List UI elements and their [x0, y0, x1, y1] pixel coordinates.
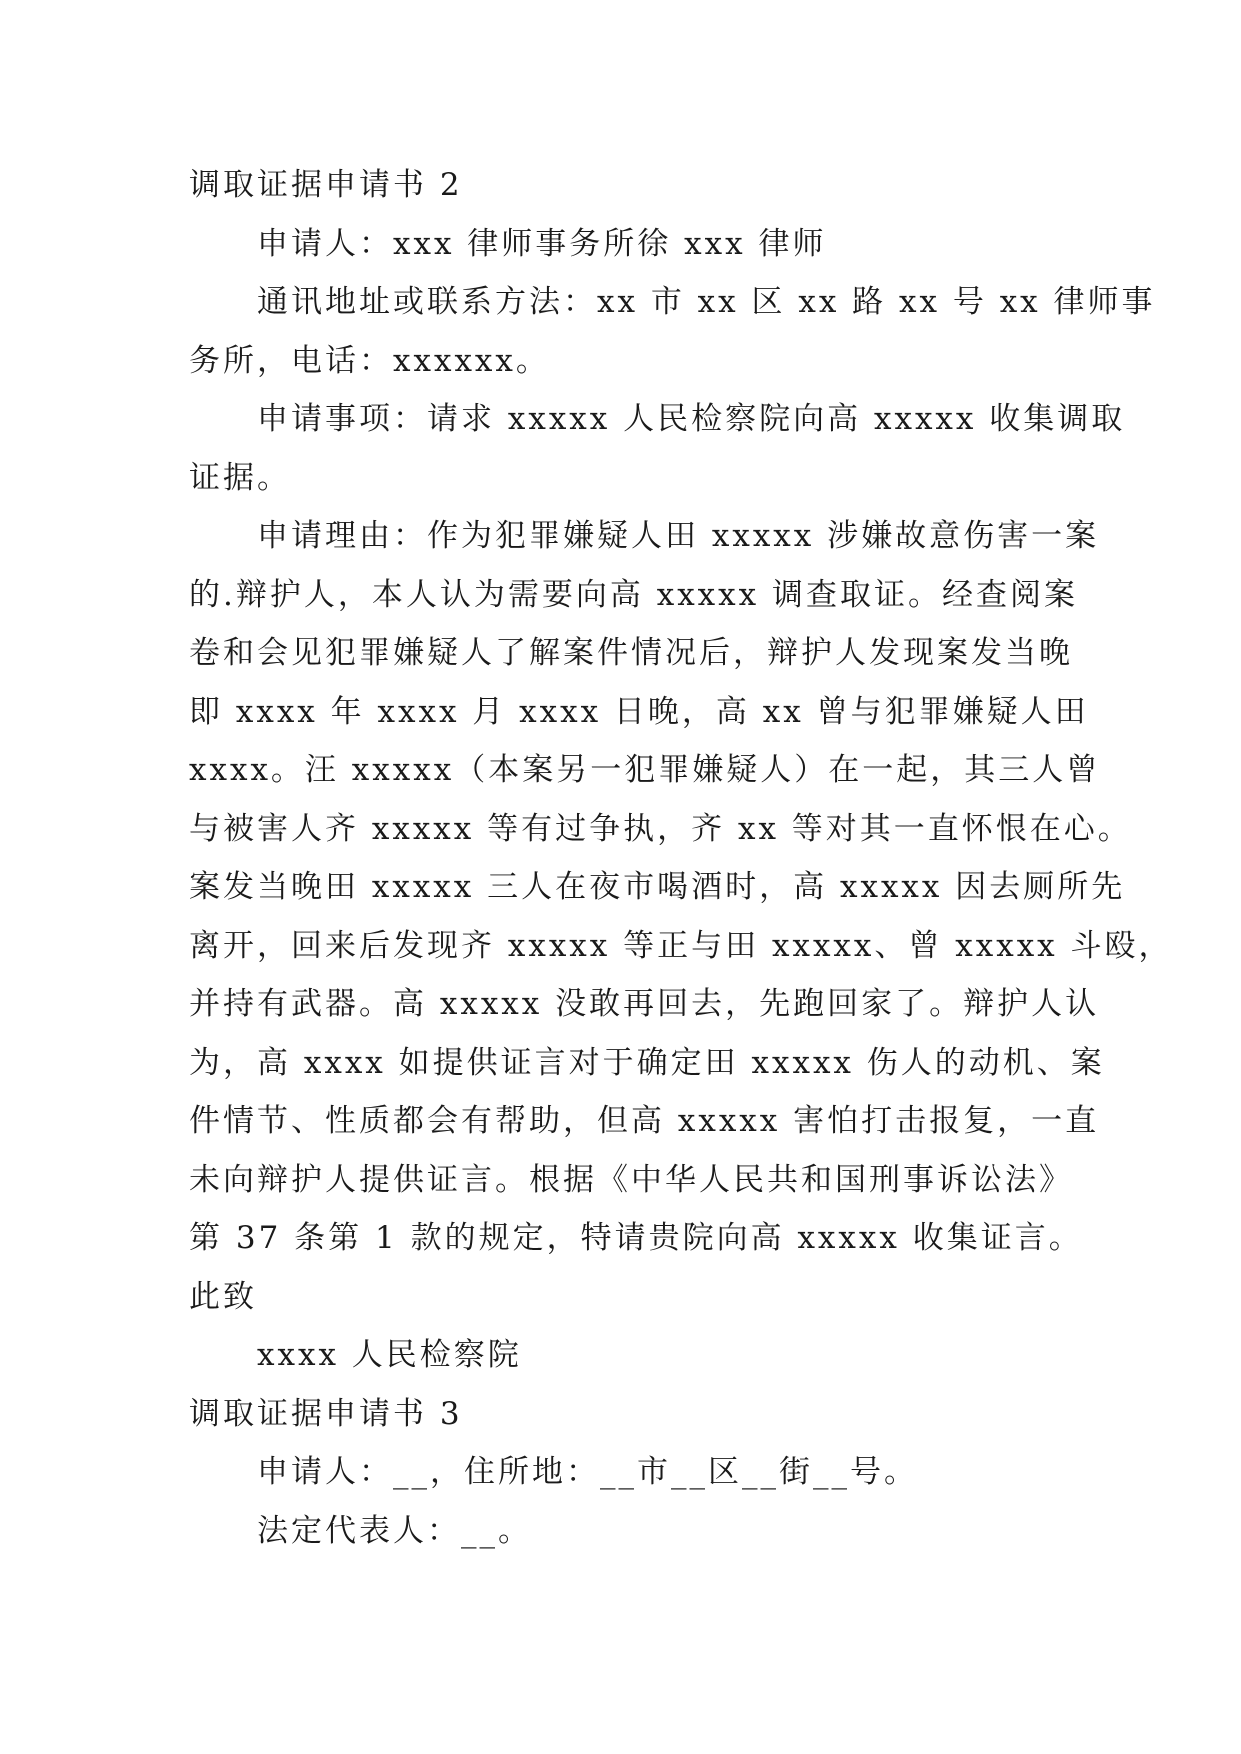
reason-line: 与被害人齐 xxxxx 等有过争执，齐 xx 等对其一直怀恨在心。 [189, 810, 1132, 847]
reason-line: xxxx。汪 xxxxx（本案另一犯罪嫌疑人）在一起，其三人曾 [189, 752, 1101, 788]
legal-rep-line: 法定代表人：__。 [257, 1512, 532, 1549]
contact-line-cont: 务所，电话：xxxxxx。 [189, 342, 550, 379]
reason-line: 未向辩护人提供证言。根据《中华人民共和国刑事诉讼法》 [189, 1161, 1073, 1198]
reason-line: 并持有武器。高 xxxxx 没敢再回去，先跑回家了。辩护人认 [189, 986, 1100, 1022]
reason-line: 件情节、性质都会有帮助，但高 xxxxx 害怕打击报复，一直 [189, 1103, 1100, 1139]
reason-line: 为，高 xxxx 如提供证言对于确定田 xxxxx 伤人的动机、案 [189, 1044, 1105, 1081]
applicant-line: 申请人：__，住所地：__市__区__街__号。 [257, 1454, 918, 1490]
reason-line: 的.辩护人，本人认为需要向高 xxxxx 调查取证。经查阅案 [189, 576, 1078, 613]
section-title: 调取证据申请书 2 [189, 167, 463, 203]
document-page [189, 156, 1173, 1560]
reason-line: 第 37 条第 1 款的规定，特请贵院向高 xxxxx 收集证言。 [189, 1220, 1083, 1256]
reason-line: 申请理由：作为犯罪嫌疑人田 xxxxx 涉嫌故意伤害一案 [257, 518, 1100, 554]
matter-line: 申请事项：请求 xxxxx 人民检察院向高 xxxxx 收集调取 [257, 401, 1126, 437]
section-title: 调取证据申请书 3 [189, 1395, 463, 1432]
reason-line: 案发当晚田 xxxxx 三人在夜市喝酒时，高 xxxxx 因去厕所先 [189, 869, 1126, 905]
applicant-line: 申请人：xxx 律师事务所徐 xxx 律师 [257, 225, 827, 262]
recipient-line: xxxx 人民检察院 [257, 1337, 522, 1373]
contact-line: 通讯地址或联系方法：xx 市 xx 区 xx 路 xx 号 xx 律师事 [257, 284, 1156, 320]
reason-line: 即 xxxx 年 xxxx 月 xxxx 日晚，高 xx 曾与犯罪嫌疑人田 [189, 693, 1089, 730]
reason-line: 卷和会见犯罪嫌疑人了解案件情况后，辩护人发现案发当晚 [189, 635, 1073, 671]
closing-line: 此致 [189, 1278, 257, 1315]
matter-line-cont: 证据。 [189, 459, 291, 496]
reason-line: 离开，回来后发现齐 xxxxx 等正与田 xxxxx、曾 xxxxx 斗殴， [189, 927, 1173, 964]
